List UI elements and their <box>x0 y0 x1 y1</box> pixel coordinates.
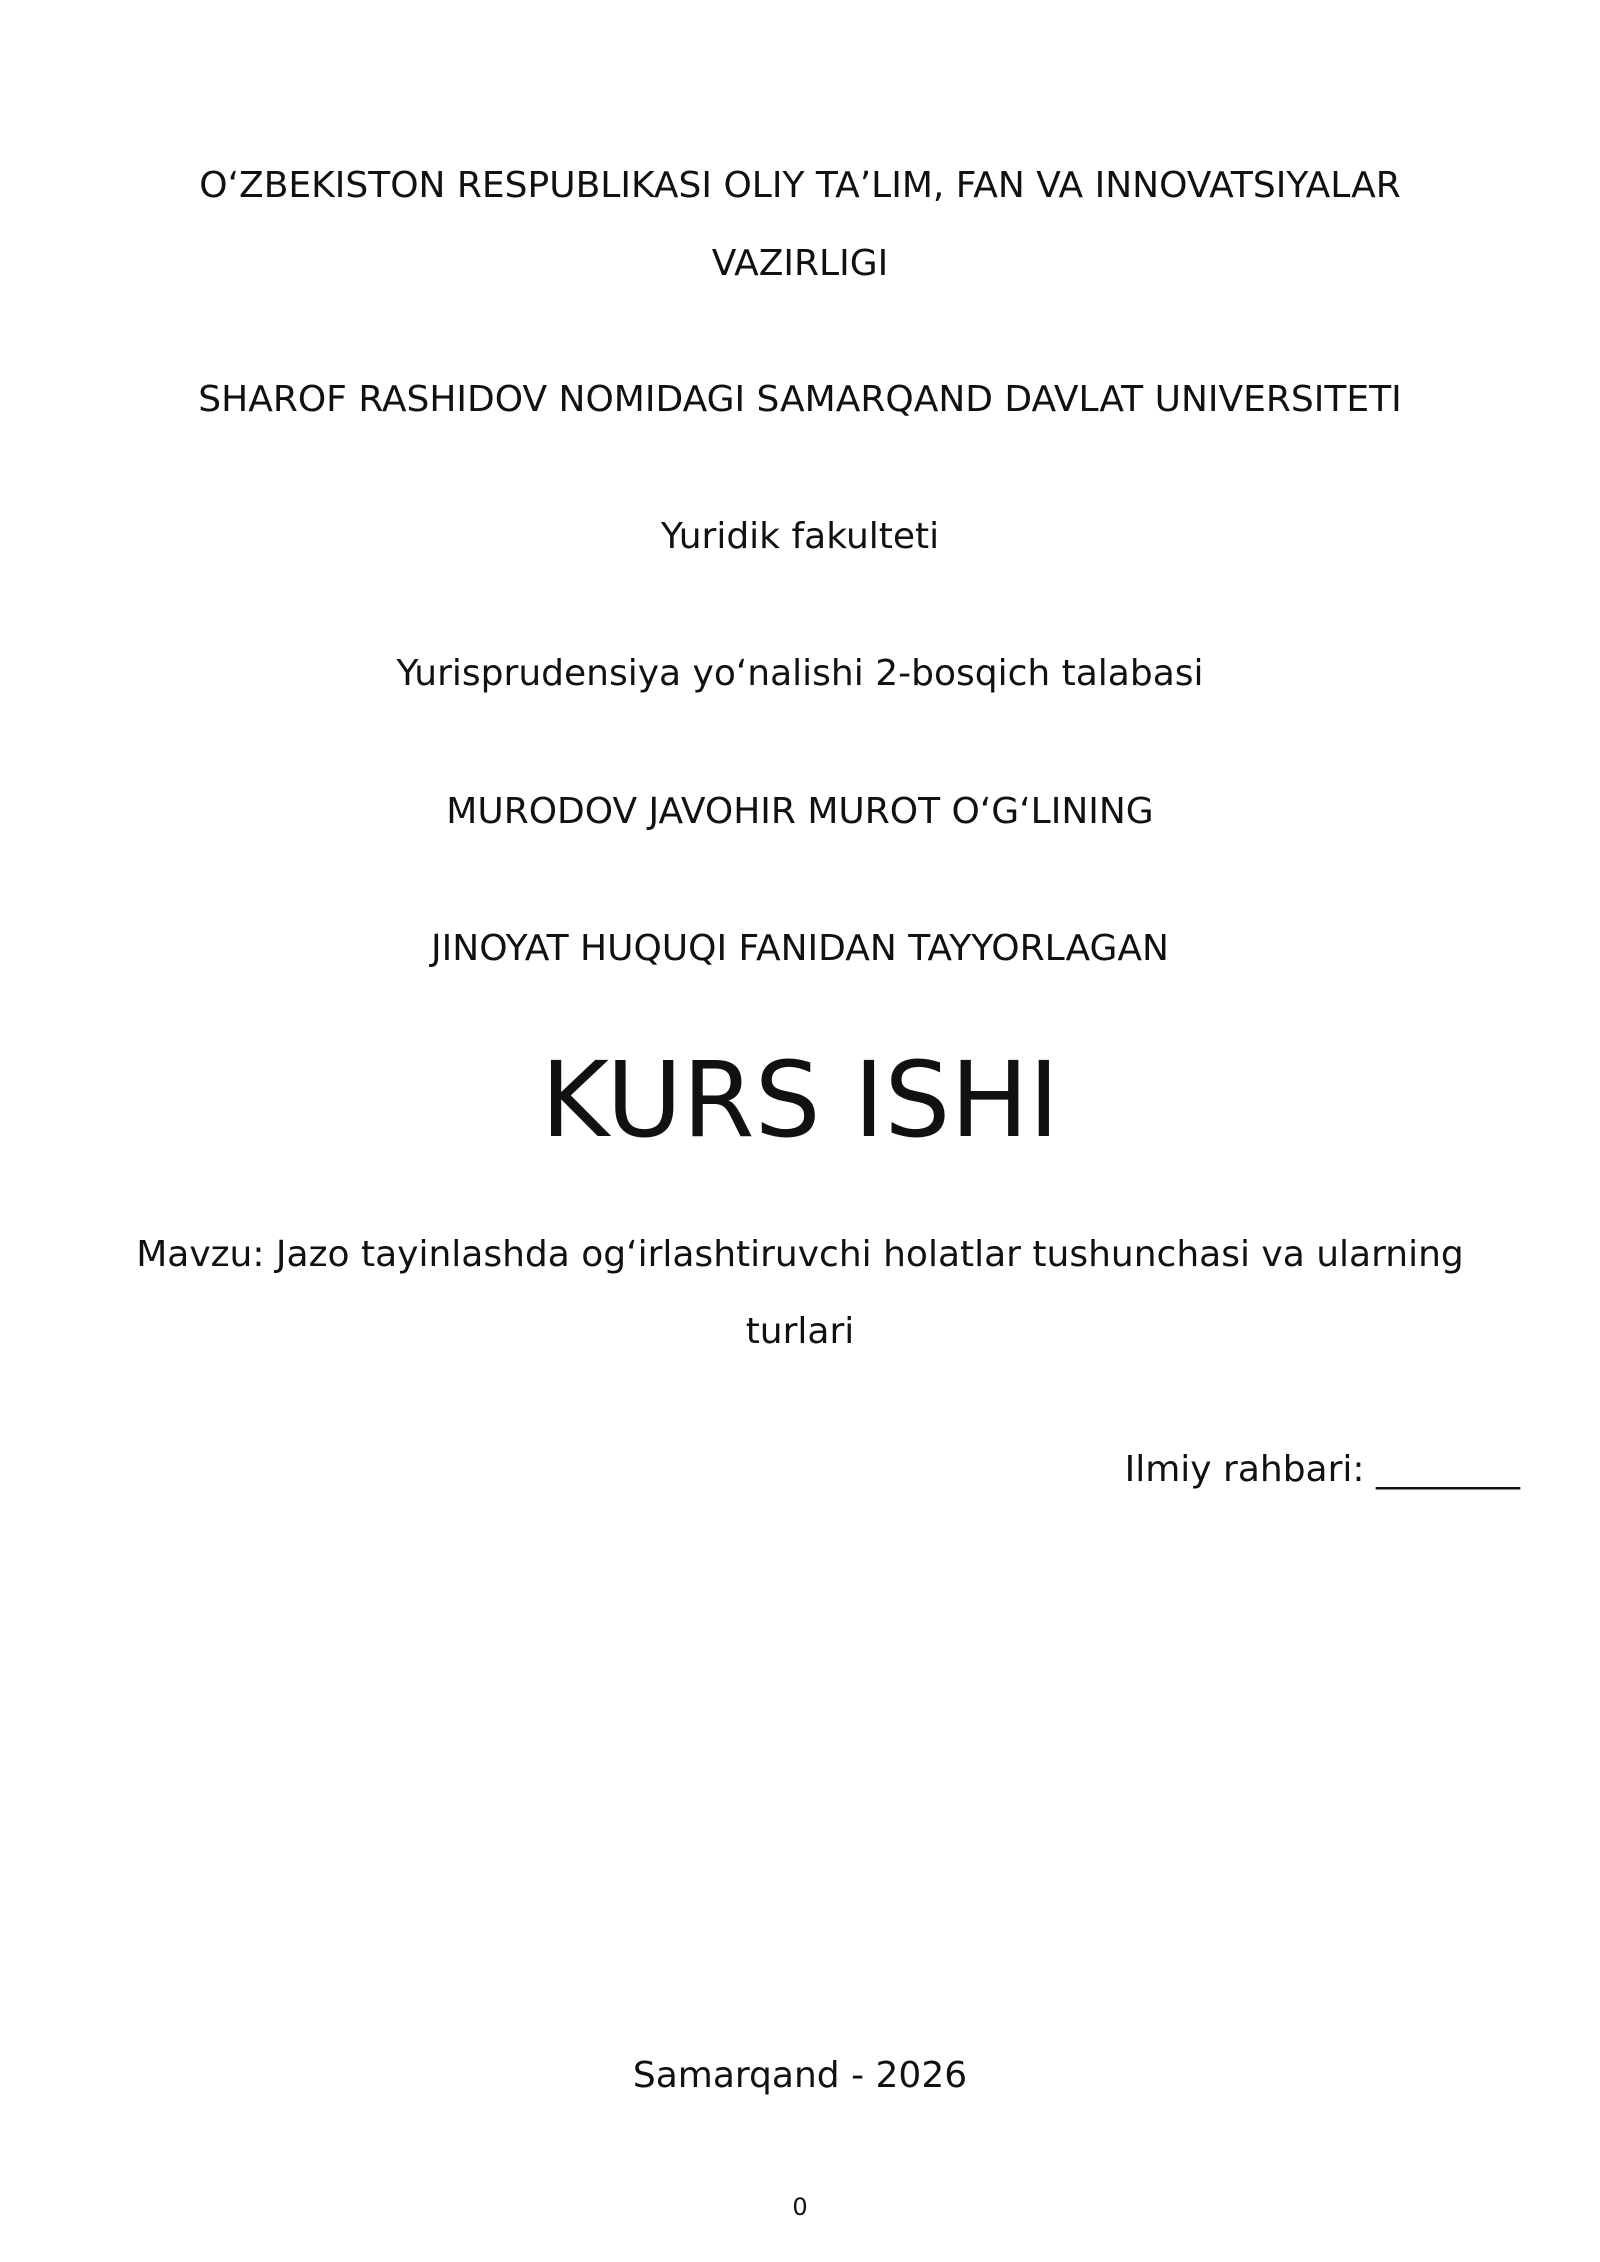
place-and-year: Samarqand - 2026 <box>632 2055 968 2096</box>
page-number: 0 <box>792 2193 808 2221</box>
faculty-name: Yuridik fakulteti <box>660 516 940 557</box>
university-name: SHAROF RASHIDOV NOMIDAGI SAMARQAND DAVLAT UNIVERSITETI <box>198 379 1402 420</box>
ministry-name-line-2: VAZIRLIGI <box>711 243 889 284</box>
topic-line-2: turlari <box>745 1311 855 1352</box>
document-type-title: KURS ISHI <box>540 1039 1060 1161</box>
student-name: MURODOV JAVOHIR MUROT O‘G‘LINING <box>446 791 1154 832</box>
subject-line: JINOYAT HUQUQI FANIDAN TAYYORLAGAN <box>431 928 1169 969</box>
ministry-name-line-1: O‘ZBEKISTON RESPUBLIKASI OLIY TA’LIM, FAN VA INNOVATSIYALAR <box>199 165 1401 206</box>
supervisor-field: Ilmiy rahbari: ________ <box>1124 1449 1520 1490</box>
student-direction: Yurisprudensiya yo‘nalishi 2-bosqich talabasi <box>396 653 1204 694</box>
topic-line-1: Mavzu: Jazo tayinlashda og‘irlashtiruvchi holatlar tushunchasi va ularning <box>136 1234 1464 1275</box>
